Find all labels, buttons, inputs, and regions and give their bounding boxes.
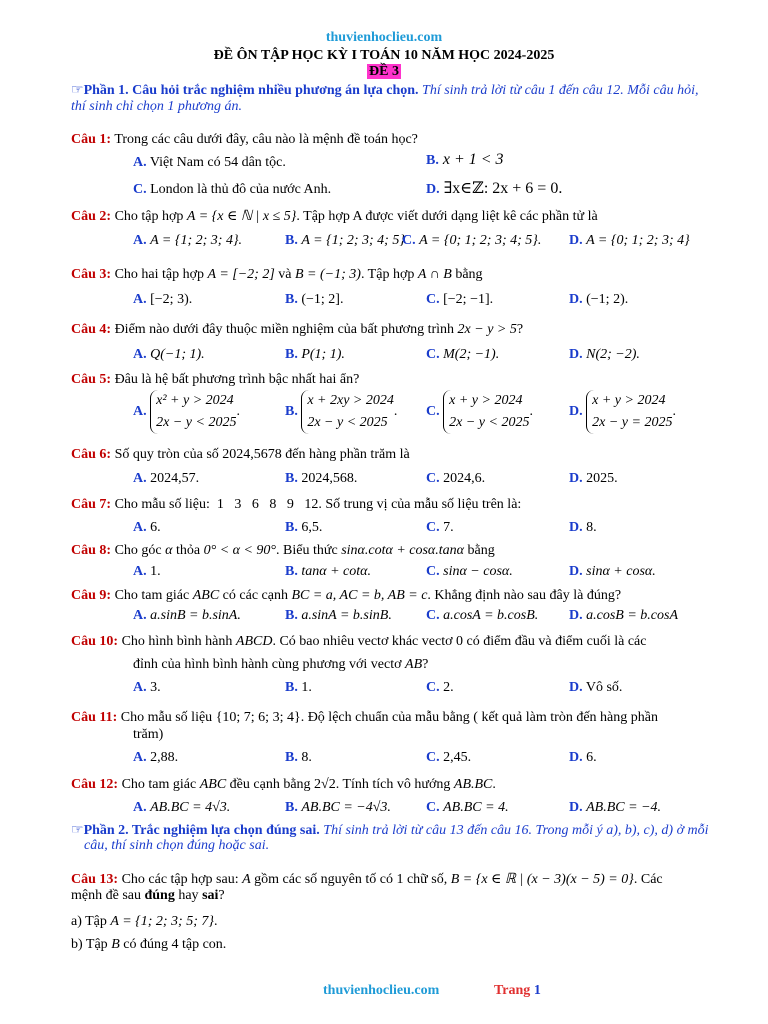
q2-option-b[interactable]: B. A = {1; 2; 3; 4; 5} <box>285 233 405 248</box>
question-10-line2: đỉnh của hình bình hành cùng phương với vectơ AB? <box>133 657 429 672</box>
q5-option-b[interactable]: B. x + 2xy > 2024 2x − y < 2025. <box>285 390 397 434</box>
site-header[interactable]: thuvienhoclieu.com <box>325 30 443 45</box>
q7-option-a[interactable]: A. 6. <box>133 520 161 535</box>
question-13-line2: mệnh đề sau đúng hay sai? <box>71 888 225 903</box>
question-5: Câu 5: Đâu là hệ bất phương trình bậc nhất hai ẩn? <box>71 372 360 387</box>
q5-option-c[interactable]: C. x + y > 2024 2x − y < 2025. <box>426 390 533 434</box>
q3-option-d[interactable]: D. (−1; 2). <box>569 292 629 307</box>
footer-site[interactable]: thuvienhoclieu.com <box>323 983 440 998</box>
q10-option-a[interactable]: A. 3. <box>133 680 161 695</box>
q2-option-a[interactable]: A. A = {1; 2; 3; 4}. <box>133 233 243 248</box>
q6-option-c[interactable]: C. 2024,6. <box>426 471 486 486</box>
q7-option-d[interactable]: D. 8. <box>569 520 597 535</box>
q11-option-b[interactable]: B. 8. <box>285 750 312 765</box>
q8-option-d[interactable]: D. sinα + cosα. <box>569 564 656 579</box>
hand-pointer-icon: ☞ <box>71 83 84 98</box>
q1-option-b[interactable]: B. x + 1 < 3 <box>426 151 504 168</box>
q10-option-b[interactable]: B. 1. <box>285 680 312 695</box>
q12-option-a[interactable]: A. AB.BC = 4√3. <box>133 800 231 815</box>
q1-option-c[interactable]: C. London là thủ đô của nước Anh. <box>133 182 332 197</box>
question-12: Câu 12: Cho tam giác ABC đều cạnh bằng 2√2. Tính tích vô hướng AB.BC. <box>71 777 496 792</box>
question-13: Câu 13: Cho các tập hợp sau: A gồm các số nguyên tố có 1 chữ số, B = {x ∈ ℝ | (x − 3)(x − 5) = 0}. Các <box>71 872 663 887</box>
part1-heading: Phần 1. Câu hỏi trắc nghiệm nhiều phương án lựa chọn. <box>83 83 419 98</box>
q12-option-b[interactable]: B. AB.BC = −4√3. <box>285 800 391 815</box>
q11-option-d[interactable]: D. 6. <box>569 750 597 765</box>
question-8: Câu 8: Cho góc α thỏa 0° < α < 90°. Biểu thức sinα.cotα + cosα.tanα bằng <box>71 543 495 558</box>
question-6: Câu 6: Số quy tròn của số 2024,5678 đến hàng phần trăm là <box>71 447 410 462</box>
q3-option-b[interactable]: B. (−1; 2]. <box>285 292 344 307</box>
question-4: Câu 4: Điểm nào dưới đây thuộc miền nghiệm của bất phương trình 2x − y > 5? <box>71 322 524 337</box>
q3-option-c[interactable]: C. [−2; −1]. <box>426 292 494 307</box>
part2-instructions: Thí sinh trả lời từ câu 13 đến câu 16. Trong mỗi ý a), b), c), d) ở mỗi <box>323 823 709 838</box>
q9-option-a[interactable]: A. a.sinB = b.sinA. <box>133 608 241 623</box>
q12-option-c[interactable]: C. AB.BC = 4. <box>426 800 509 815</box>
q11-option-c[interactable]: C. 2,45. <box>426 750 472 765</box>
q1-option-a[interactable]: A. Việt Nam có 54 dân tộc. <box>133 155 286 170</box>
q9-option-d[interactable]: D. a.cosB = b.cosA <box>569 608 678 623</box>
q2-option-c[interactable]: C. A = {0; 1; 2; 3; 4; 5}. <box>402 233 542 248</box>
q11-option-a[interactable]: A. 2,88. <box>133 750 179 765</box>
q5-option-d[interactable]: D. x + y > 2024 2x − y = 2025. <box>569 390 676 434</box>
q6-option-d[interactable]: D. 2025. <box>569 471 618 486</box>
q9-option-b[interactable]: B. a.sinA = b.sinB. <box>285 608 392 623</box>
q10-option-d[interactable]: D. Vô số. <box>569 680 623 695</box>
question-9: Câu 9: Cho tam giác ABC có các cạnh BC = a, AC = b, AB = c. Khẳng định nào sau đây là đúng? <box>71 588 622 603</box>
q13-statement-b[interactable]: b) Tập B có đúng 4 tập con. <box>71 937 227 952</box>
q1-option-d[interactable]: D. ∃x∈ℤ: 2x + 6 = 0. <box>426 180 563 197</box>
q13-statement-a[interactable]: a) Tập A = {1; 2; 3; 5; 7}. <box>71 914 218 929</box>
q10-option-c[interactable]: C. 2. <box>426 680 454 695</box>
question-text: Trong các câu dưới đây, câu nào là mệnh đề toán học? <box>114 132 418 147</box>
q9-option-c[interactable]: C. a.cosA = b.cosB. <box>426 608 539 623</box>
q6-option-a[interactable]: A. 2024,57. <box>133 471 200 486</box>
q8-option-a[interactable]: A. 1. <box>133 564 161 579</box>
part2-instructions-line2: câu, thí sinh chọn đúng hoặc sai. <box>84 838 270 853</box>
part1-instructions-line2: thí sinh chỉ chọn 1 phương án. <box>71 99 243 114</box>
q7-option-b[interactable]: B. 6,5. <box>285 520 323 535</box>
q6-option-b[interactable]: B. 2024,568. <box>285 471 358 486</box>
q4-option-a[interactable]: A. Q(−1; 1). <box>133 347 205 362</box>
part2-heading: Phần 2. Trắc nghiệm lựa chọn đúng sai. <box>83 823 320 838</box>
q4-option-b[interactable]: B. P(1; 1). <box>285 347 345 362</box>
question-3: Câu 3: Cho hai tập hợp A = [−2; 2] và B = (−1; 3). Tập hợp A ∩ B bằng <box>71 267 483 282</box>
q8-option-b[interactable]: B. tanα + cotα. <box>285 564 371 579</box>
q3-option-a[interactable]: A. [−2; 3). <box>133 292 193 307</box>
question-7: Câu 7: Cho mẫu số liệu: 1 3 6 8 9 12. Số trung vị của mẫu số liệu trên là: <box>71 497 522 512</box>
q5-option-a[interactable]: A. x² + y > 2024 2x − y < 2025. <box>133 390 240 434</box>
q4-option-d[interactable]: D. N(2; −2). <box>569 347 640 362</box>
question-1 <box>71 132 418 148</box>
hand-pointer-icon: ☞ <box>71 823 84 838</box>
page-number: Trang 1 <box>494 983 541 998</box>
question-2: Câu 2: Cho tập hợp A = {x ∈ ℕ | x ≤ 5}. Tập hợp A được viết dưới dạng liệt kê các phần tử là <box>71 209 598 224</box>
question-label: Câu 1: <box>71 132 112 147</box>
q4-option-c[interactable]: C. M(2; −1). <box>426 347 500 362</box>
q8-option-c[interactable]: C. sinα − cosα. <box>426 564 513 579</box>
q7-option-c[interactable]: C. 7. <box>426 520 454 535</box>
question-11-line2: trăm) <box>133 727 164 742</box>
q12-option-d[interactable]: D. AB.BC = −4. <box>569 800 662 815</box>
question-11: Câu 11: Cho mẫu số liệu {10; 7; 6; 3; 4}. Độ lệch chuẩn của mẫu bằng ( kết quả làm tròn đến hàng phần <box>71 710 658 725</box>
exam-code-badge: ĐỀ 3 <box>369 64 399 79</box>
question-10: Câu 10: Cho hình bình hành ABCD. Có bao nhiêu vectơ khác vectơ 0 có điểm đầu và điểm cuối là các <box>71 634 647 649</box>
q2-option-d[interactable]: D. A = {0; 1; 2; 3; 4} <box>569 233 690 248</box>
exam-title: ĐỀ ÔN TẬP HỌC KỲ I TOÁN 10 NĂM HỌC 2024-2025 <box>213 48 555 63</box>
part1-instructions: Thí sinh trả lời từ câu 1 đến câu 12. Mỗi câu hỏi, <box>422 83 699 98</box>
